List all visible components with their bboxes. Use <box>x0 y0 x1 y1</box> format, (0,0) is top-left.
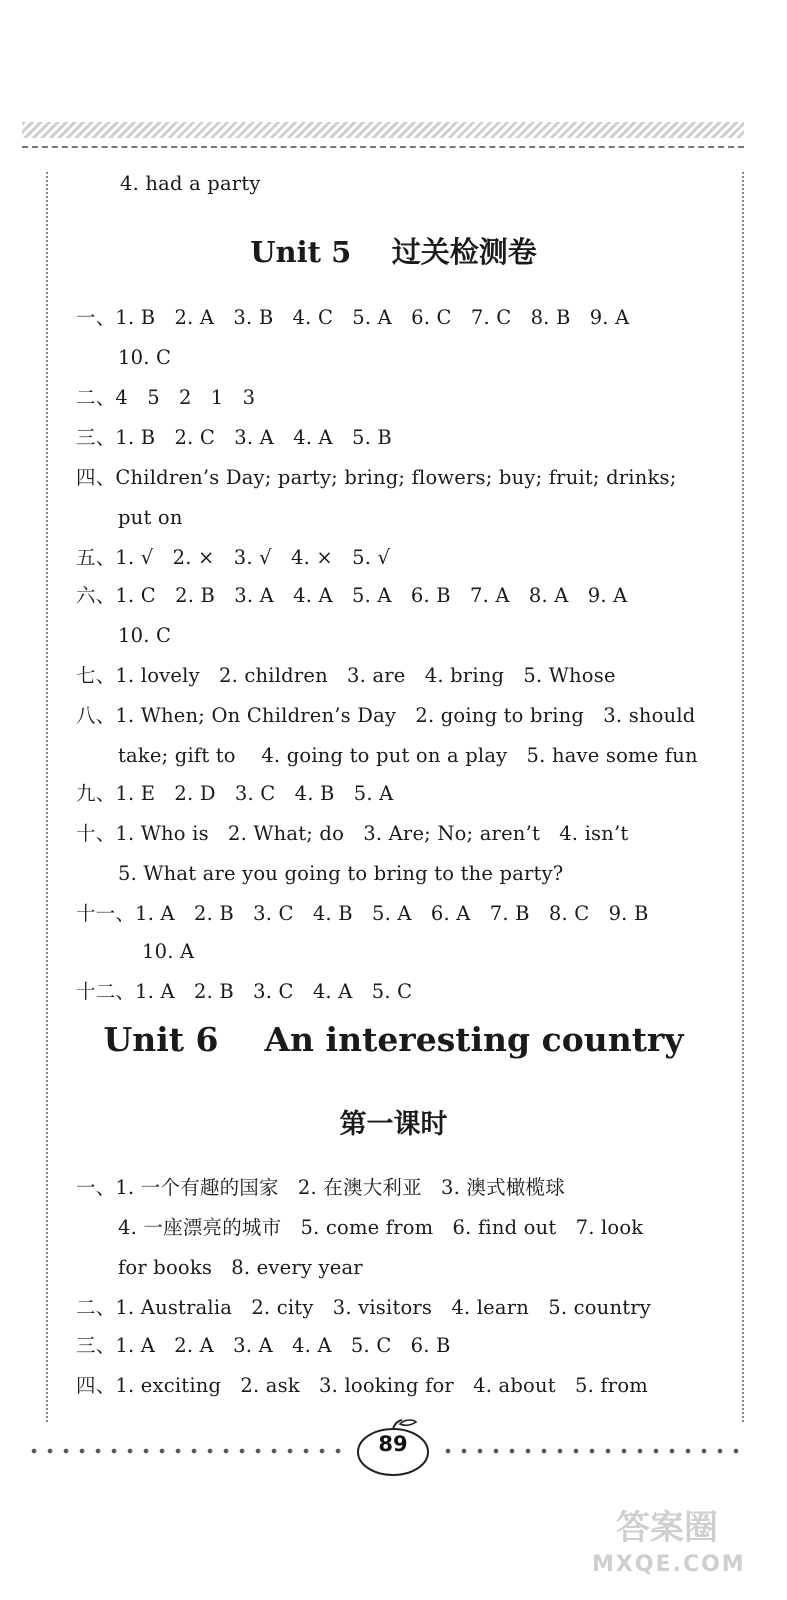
answer-line: 八、1. When; On Children’s Day 2. going to bring 3. should <box>76 704 696 727</box>
watermark-logo <box>592 1506 746 1592</box>
header-stripe-band <box>22 122 744 138</box>
answer-line: 十、1. Who is 2. What; do 3. Are; No; aren’t 4. isn’t <box>76 822 629 845</box>
answer-line: 4. 一座漂亮的城市 5. come from 6. find out 7. look <box>118 1216 644 1239</box>
answer-line: 十一、1. A 2. B 3. C 4. B 5. A 6. A 7. B 8. C 9. B <box>76 902 649 925</box>
answer-line: 四、1. exciting 2. ask 3. looking for 4. about 5. from <box>76 1374 648 1397</box>
answer-line: 九、1. E 2. D 3. C 4. B 5. A <box>76 782 394 805</box>
answer-line: 六、1. C 2. B 3. A 4. A 5. A 6. B 7. A 8. A 9. A <box>76 584 628 607</box>
answer-line: 一、1. B 2. A 3. B 4. C 5. A 6. C 7. C 8. B 9. A <box>76 306 630 329</box>
answer-line: for books 8. every year <box>118 1256 363 1279</box>
header-dashed-rule <box>22 146 744 148</box>
watermark-url: MXQE.COM <box>592 1552 746 1577</box>
right-dotted-margin <box>742 172 744 1422</box>
answer-line: 二、1. Australia 2. city 3. visitors 4. learn 5. country <box>76 1296 651 1319</box>
answer-line: 二、4 5 2 1 3 <box>76 386 256 409</box>
unit5-heading: Unit 5 过关检测卷 <box>250 235 537 269</box>
answer-line: 七、1. lovely 2. children 3. are 4. bring 5. Whose <box>76 664 616 687</box>
left-dotted-margin <box>46 172 48 1422</box>
watermark-title: 答案圈 <box>616 1508 718 1548</box>
answer-line: 十二、1. A 2. B 3. C 4. A 5. C <box>76 980 413 1003</box>
answer-line: 一、1. 一个有趣的国家 2. 在澳大利亚 3. 澳式橄榄球 <box>76 1176 565 1199</box>
answer-line: 5. What are you going to bring to the party? <box>118 862 564 885</box>
page-number: 89 <box>378 1432 408 1456</box>
answer-line: 三、1. B 2. C 3. A 4. A 5. B <box>76 426 392 449</box>
footer-dots-left <box>26 1448 348 1454</box>
answer-line: 三、1. A 2. A 3. A 4. A 5. C 6. B <box>76 1334 451 1357</box>
answer-line: 四、Children’s Day; party; bring; flowers; buy; fruit; drinks; <box>76 466 677 489</box>
answer-line: 10. C <box>118 624 172 647</box>
answer-line: 五、1. √ 2. × 3. √ 4. × 5. √ <box>76 546 391 569</box>
answer-line: 10. A <box>142 940 195 963</box>
answer-line: take; gift to 4. going to put on a play 5. have some fun <box>118 744 698 767</box>
lesson-heading: 第一课时 <box>339 1109 448 1140</box>
unit6-heading: Unit 6 An interesting country <box>103 1020 684 1059</box>
footer-dots-right <box>440 1448 746 1454</box>
answer-line: 4. had a party <box>120 172 261 195</box>
answer-line: 10. C <box>118 346 172 369</box>
answer-line: put on <box>118 506 183 529</box>
